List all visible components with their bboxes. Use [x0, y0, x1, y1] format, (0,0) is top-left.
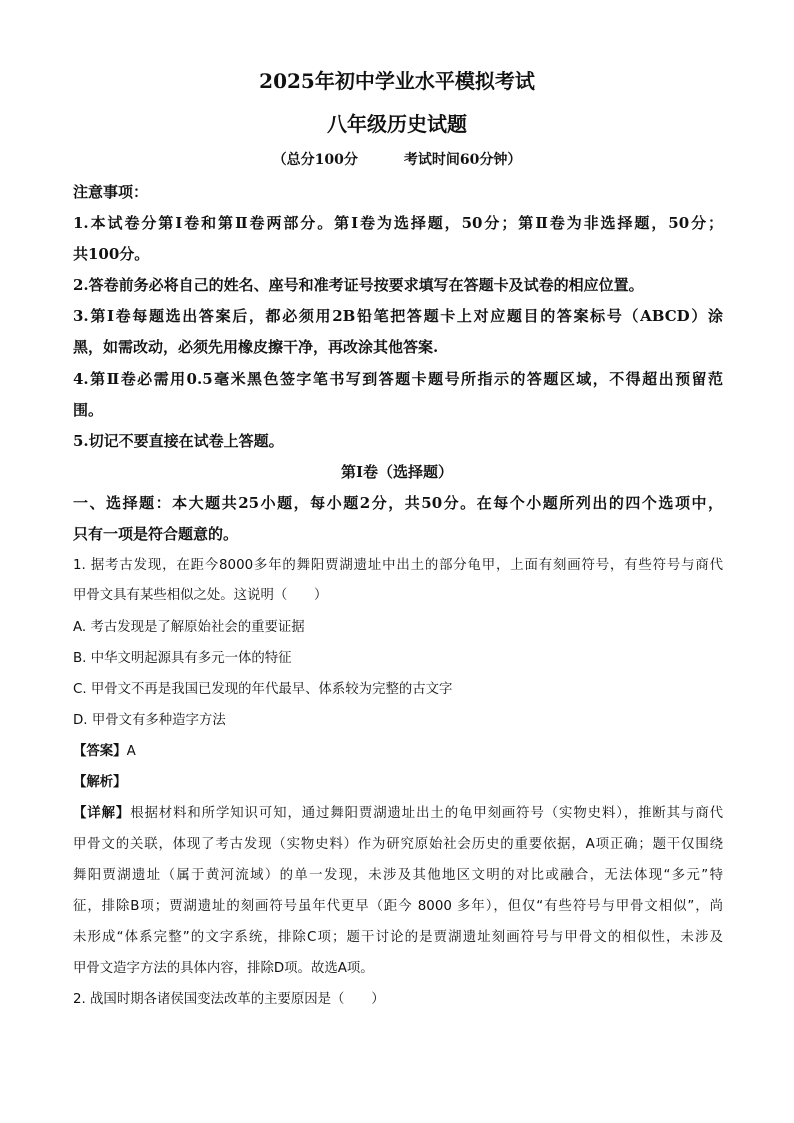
q1-option-c: C. 甲骨文不再是我国已发现的年代最早、体系较为完整的古文字 — [73, 682, 453, 697]
answer-value: A — [126, 744, 136, 759]
q1-stem-line-2: 甲骨文具有某些相似之处。这说明（ ） — [73, 588, 328, 603]
notice-heading: 注意事项： — [73, 183, 149, 201]
q1-analysis-tag — [73, 773, 723, 793]
q1-option-b: B. 中华文明起源具有多元一体的特征 — [73, 651, 292, 666]
notice-item-3-line-1: 3.第Ⅰ卷每题选出答案后，都必须用2B铅笔把答题卡上对应题目的答案标号（ABCD）涂 — [73, 307, 723, 325]
section-instruction-line-2: 只有一项是符合题意的。 — [73, 525, 239, 543]
q1-option-a: A. 考古发现是了解原始社会的重要证据 — [73, 620, 305, 635]
analysis-tag: 【解析】 — [73, 775, 127, 790]
notice-item-1-line-2: 共100分。 — [73, 245, 150, 263]
exam-title: 2025年初中学业水平模拟考试 — [259, 69, 535, 93]
notice-item-4-line-1: 4.第Ⅱ卷必需用0.5毫米黑色签字笔书写到答题卡题号所指示的答题区域，不得超出预留范 — [73, 370, 723, 388]
answer-tag: 【答案】 — [73, 744, 127, 759]
notice-item-1-line-1: 1.本试卷分第Ⅰ卷和第Ⅱ卷两部分。第Ⅰ卷为选择题，50分；第Ⅱ卷为非选择题，50分； — [73, 214, 723, 232]
q1-detail-line-6: 甲骨文造字方法的具体内容，排除D项。故选A项。 — [73, 961, 374, 976]
notice-item-4-line-2: 围。 — [73, 401, 104, 419]
q1-detail-line-3: 舞阳贾湖遗址（属于黄河流域）的单一发现，未涉及其他地区文明的对比或融合，无法体现“多元”特 — [73, 868, 723, 883]
q1-option-d: D. 甲骨文有多种造字方法 — [73, 713, 226, 728]
detail-text-1: 根据材料和所学知识可知，通过舞阳贾湖遗址出土的龟甲刻画符号（实物史料），推断其与商代 — [130, 806, 723, 821]
q1-detail-line-2: 甲骨文的关联，体现了考古发现（实物史料）作为研究原始社会历史的重要依据，A项正确；题干仅围绕 — [73, 837, 723, 852]
detail-tag: 【详解】 — [73, 806, 131, 821]
q1-detail-line-5: 未形成“体系完整”的文字系统，排除C项；题干讨论的是贾湖遗址刻画符号与甲骨文的相似性，未涉及 — [73, 930, 723, 945]
exam-meta — [0, 150, 794, 170]
section-instruction-line-1: 一、选择题：本大题共25小题，每小题2分，共50分。在每个小题所列出的四个选项中， — [73, 494, 723, 512]
q1-detail-line-1 — [73, 804, 723, 824]
q2-stem-line-1: 2. 战国时期各诸侯国变法改革的主要原因是（ ） — [73, 992, 385, 1007]
exam-total-score: （总分100分 — [272, 152, 358, 168]
q1-stem-line-1: 1. 据考古发现，在距今8000多年的舞阳贾湖遗址中出土的部分龟甲，上面有刻画符号，有些符号与商代 — [73, 558, 723, 573]
q1-detail-line-4: 征，排除B项；贾湖遗址的刻画符号虽年代更早（距今 8000 多年），但仅“有些符号与甲骨文相似”，尚 — [73, 899, 723, 914]
exam-subtitle: 八年级历史试题 — [327, 112, 467, 136]
notice-item-5: 5.切记不要直接在试卷上答题。 — [73, 432, 284, 450]
q1-answer — [73, 742, 723, 762]
notice-item-2: 2.答卷前务必将自己的姓名、座号和准考证号按要求填写在答题卡及试卷的相应位置。 — [73, 276, 644, 294]
section-title: 第Ⅰ卷（选择题） — [340, 463, 454, 481]
exam-duration: 考试时间60分钟） — [403, 152, 522, 168]
notice-item-3-line-2: 黑，如需改动，必须先用橡皮擦干净，再改涂其他答案. — [73, 338, 439, 356]
